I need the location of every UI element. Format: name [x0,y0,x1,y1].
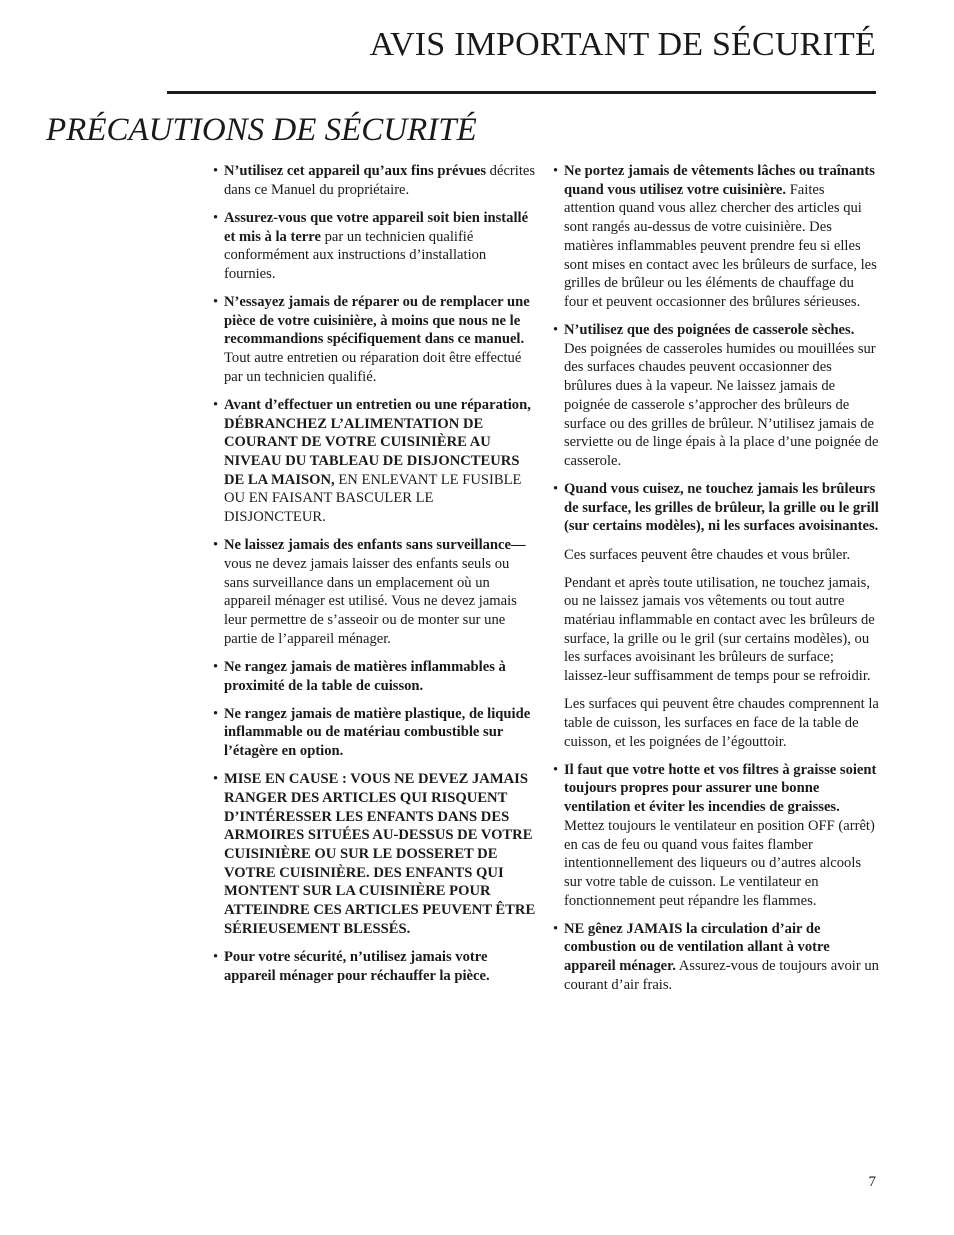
section-title: PRÉCAUTIONS DE SÉCURITÉ [46,112,477,148]
safety-item [553,761,879,911]
bullet: • [553,920,559,937]
safety-item [213,209,538,284]
safety-paragraph: Les surfaces qui peuvent être chaudes comprennent la table de cuisson, les surfaces en face de la table de cuisson, et les poignées de l’égouttoir. [564,696,879,750]
safety-item-emphasis: N’essayez jamais de réparer ou de remplacer une pièce de votre cuisinière, à moins que nous ne le recommandions spécifiquement dans ce manuel. [224,294,530,348]
header-title: AVIS IMPORTANT DE SÉCURITÉ [369,26,876,63]
safety-item [213,658,538,695]
safety-item-emphasis: MISE EN CAUSE : VOUS NE DEVEZ JAMAIS RANGER DES ARTICLES QUI RISQUENT D’INTÉRESSER LES ENFANTS DANS DES ARMOIRES SITUÉES AU-DESSUS DE VOTRE CUISINIÈRE OU SUR LE DOSSERET DE VOTRE CUISINIÈRE. DES ENFANTS QUI MONTENT SUR LA CUISINIÈRE POUR ATTEINDRE CES ARTICLES PEUVENT ÊTRE SÉRIEUSEMENT BLESSÉS. [224,771,536,937]
right-column [553,162,879,1004]
safety-item-text: vous ne devez jamais laisser des enfants seuls ou sans surveillance dans un emplacement où un appareil ménager est utilisé. Vous ne devez jamais leur permettre de s’asseoir ou de monter sur une partie de l’appareil ménager. [224,555,517,647]
bullet: • [213,209,219,226]
bullet: • [553,163,559,179]
safety-item [213,162,538,199]
safety-item-emphasis: N’utilisez que des poignées de casserole sèches. [564,322,855,339]
bullet: • [213,658,219,675]
page-number: 7 [868,1174,876,1190]
safety-item-emphasis: Ne rangez jamais de matière plastique, de liquide inflammable ou de matériau combustible sur l’étagère en option. [224,705,531,760]
safety-item-emphasis: Quand vous cuisez, ne touchez jamais les brûleurs de surface, les grilles de brûleur, la grille ou le grill (sur certains modèles), ni les surfaces avoisinantes. [564,481,879,535]
safety-item-emphasis: Assurez-vous que votre appareil soit bien installé et mis à la terre [224,209,529,245]
safety-item [553,480,879,536]
header-rule [167,91,876,94]
bullet: • [213,537,219,554]
bullet: • [213,705,219,722]
left-column [213,162,538,995]
safety-item-text: Faites attention quand vous allez chercher des articles qui sont rangés au-dessus de votre cuisinière. Des matières inflammables peuvent prendre feu si elles sont mises en contact avec les brûleurs de surface, les grilles de brûleur ou les éléments de chauffage du four et peuvent occasionner des brûlures sérieuses. [564,181,877,310]
safety-item [213,293,538,387]
safety-item [553,162,879,312]
safety-item-emphasis: Ne rangez jamais de matières inflammables à proximité de la table de cuisson. [224,658,506,694]
safety-item-text: Mettez toujours le ventilateur en position OFF (arrêt) en cas de feu ou quand vous faites flamber intentionnellement des liqueurs ou d’autres alcools sur votre table de cuisson. Le ventilateur en fonctionnement peut répandre les flammes. [564,817,875,909]
safety-paragraph: Pendant et après toute utilisation, ne touchez jamais, ou ne laissez jamais vos vêtements ou tout autre matériau inflammable en contact avec les brûleurs de surface, la grille ou le gril (sur certains modèles), ou les surfaces avoisinant les brûleurs de surface; laissez-leur suffisamment de temps pour se refroidir. [564,574,875,685]
safety-item-text: Assurez-vous de toujours avoir un courant d’air frais. [564,958,879,993]
safety-item [213,396,538,527]
bullet: • [553,481,559,498]
safety-item-emphasis: Il faut que votre hotte et vos filtres à graisse soient toujours propres pour assurer une bonne ventilation et éviter les incendies de graisses. [564,761,877,816]
bullet: • [213,948,219,965]
safety-item-text: Tout autre entretien ou réparation doit être effectué par un technicien qualifié. [224,350,522,385]
bullet: • [213,294,219,310]
safety-item [213,948,538,985]
safety-item-emphasis: N’utilisez cet appareil qu’aux fins prévues [224,163,487,179]
safety-item-emphasis: Pour votre sécurité, n’utilisez jamais votre appareil ménager pour réchauffer la pièce. [224,948,490,984]
safety-item-emphasis: Ne portez jamais de vêtements lâches ou traînants quand vous utilisez votre cuisinière. [564,163,875,198]
safety-item-emphasis: Avant d’effectuer un entretien ou une réparation, DÉBRANCHEZ L’ALIMENTATION DE COURANT DE VOTRE CUISINIÈRE AU NIVEAU DU TABLEAU DE DISJONCTEURS DE LA MAISON, [224,396,531,488]
bullet: • [553,322,559,339]
safety-item-text: décrites dans ce Manuel du propriétaire. [224,163,536,198]
bullet: • [553,761,559,778]
safety-item [553,321,879,471]
safety-item [553,920,879,995]
safety-paragraph: Ces surfaces peuvent être chaudes et vous brûler. [564,546,851,563]
bullet: • [213,771,219,788]
safety-item-emphasis: Ne laissez jamais des enfants sans surveillance— [224,537,526,554]
safety-item-text: EN ENLEVANT LE FUSIBLE OU EN FAISANT BASCULER LE DISJONCTEUR. [224,471,522,526]
bullet: • [213,163,219,179]
safety-item-emphasis: NE gênez JAMAIS la circulation d’air de combustion ou de ventilation allant à votre appareil ménager. [564,920,830,975]
safety-item-text: par un technicien qualifié conformément aux instructions d’installation fournies. [224,228,487,282]
bullet: • [213,396,219,413]
safety-item [213,705,538,761]
safety-item [213,536,538,648]
safety-item-text: Des poignées de casseroles humides ou mouillées sur des surfaces chaudes peuvent occasionner des brûlures dues à la vapeur. Ne laissez jamais de poignée de casserole s’approcher des brûleurs de surface ou des grilles de brûleur. N’utilisez jamais de serviette ou de linge épais à la place d’une poignée de casserole. [564,340,879,469]
safety-item [213,770,538,938]
